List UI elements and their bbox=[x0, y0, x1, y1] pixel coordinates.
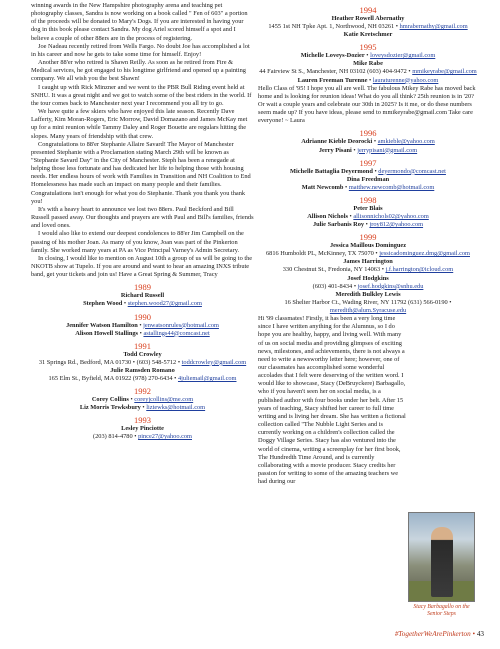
classmate-name: Josef Hodgkins bbox=[347, 274, 389, 282]
class-year-heading: 1996 bbox=[359, 128, 377, 139]
class-year-heading: 1993 bbox=[134, 415, 151, 426]
class-year-heading: 1989 bbox=[134, 282, 151, 293]
classmate-email-link[interactable]: hmrabernathy@gmail.com bbox=[399, 23, 468, 31]
classmate-address: 16 Shelter Harbor Ct., Wading River, NY 11792 (631) 566-0190 bbox=[284, 298, 448, 306]
classmate-entry bbox=[258, 31, 478, 39]
classmate-email-link[interactable]: stephen.wood27@gmail.com bbox=[127, 300, 202, 308]
classmate-name: Stephen Wood bbox=[83, 300, 123, 308]
right-class-listings-2 bbox=[258, 128, 478, 315]
classmate-name: Mike Rabe bbox=[353, 60, 383, 68]
classmate-email-link[interactable]: mmikeyrabe@gmail.com bbox=[412, 68, 477, 76]
classmate-email-link[interactable]: deyermondo@comcast.net bbox=[378, 167, 446, 175]
classmate-name: Michelle Loveys-Dozier bbox=[300, 52, 365, 60]
classmate-name: Allison Nichols bbox=[307, 213, 348, 220]
class-year-heading: 1990 bbox=[134, 311, 151, 322]
classmate-entry: James Harrington 330 Chestnut St., Fredonia, NY 14063 • j.f.harrington@icloud.com bbox=[282, 258, 454, 274]
class-year-heading: 1995 bbox=[359, 42, 377, 53]
stacy-photo-block bbox=[408, 512, 475, 617]
classmate-entry: Meredith Bulkley Lewis 16 Shelter Harbor Ct., Wading River, NY 11792 (631) 566-0190 • meredith@alum.Syracuse.edu bbox=[284, 290, 452, 314]
classmate-name: Todd Crowley bbox=[123, 350, 162, 358]
classmate-name: Dina Freedman bbox=[346, 175, 390, 183]
classmate-entry: Jessica Maillous Dominguez 6816 Humboldt PL, McKinney, TX 75070 • jessicadominguez.dmg@gmail.com bbox=[265, 242, 470, 258]
classmate-email-link[interactable]: amkieble@yahoo.com bbox=[377, 138, 435, 146]
classmate-entry: Julie Ramsden Romano 165 Elm St., Byfield, MA 01922 (978) 270-6434 • 4juliemail@gmail.com bbox=[48, 366, 237, 382]
classmate-email-link[interactable]: jroy812@yahoo.com bbox=[369, 221, 424, 229]
paragraph-stephanie-savard: Congratulations to 88'er Stephanie Allaire Savard! The Mayor of Manchester presented Stephanie with a Proclamation stating March 29th will be known as "Stephanie Savard Day" in the City of Manchester. Steph has been a renegade at helping those less fortunate and has dedicated her life to helping those with housing needs. Her endless hours of work with Families in Transition and NH Coalition to End Homelessness has made such an impact on many people and their families. Congratulations isn't enough for what you do Stephanie. Thank you thank you thank you! bbox=[31, 140, 251, 205]
classmate-address: 31 Springs Rd., Bedford, MA 01730 • (603) 548-5712 bbox=[38, 358, 177, 366]
classmate-email-link[interactable]: jenwatsonrules@hotmail.com bbox=[143, 321, 219, 329]
portrait-photo-icon bbox=[408, 512, 475, 602]
paragraph-closing: In closing, I would like to mention on August 10th a group of us will be going to the NKOTB show at Tupelo. If you are around and want to hear an amazing INXS tribute band, get your tickets and join us! Have a Great Spring & Summer, Tracy bbox=[31, 254, 253, 279]
class-year-heading: 1999 bbox=[359, 232, 377, 243]
classmate-entry bbox=[31, 292, 254, 300]
classmate-name: Jennifer Watson Hamilton bbox=[66, 321, 138, 329]
classmate-name: Corey Collins bbox=[91, 396, 129, 404]
classmate-entry: Michelle Battaglia Deyermond • deyermondo@comcast.net bbox=[290, 167, 446, 175]
class-year-heading: 1997 bbox=[359, 157, 377, 168]
classmate-name: Alison Howell Stallings bbox=[75, 329, 139, 337]
class-year-heading: 1991 bbox=[134, 340, 151, 351]
page-footer: #TogetherWeArePinkerton • 43 bbox=[394, 630, 484, 638]
classmate-email-link[interactable]: allisonnichols02@yahoo.com bbox=[353, 213, 429, 220]
classmate-entry: Lauren Freeman Turenne • lauraturenne@yahoo.com bbox=[297, 76, 439, 84]
classmate-name: Michelle Battaglia Deyermond bbox=[290, 167, 373, 175]
class-year-heading: 1998 bbox=[359, 194, 377, 205]
classmate-entry: Liz Morris Tewksbury • liztewks@hotmail.com bbox=[79, 404, 206, 412]
classmate-email-link[interactable]: 4juliemail@gmail.com bbox=[177, 374, 237, 382]
paragraph-condolences: I would also like to extend our deepest condolences to 88'er Jim Campbell on the passing of his mother Joan. As many of you know, Joan was part of the Pinkerton family. She worked many years at PA as Vice Principal Varney's Admin Secretary. bbox=[31, 230, 244, 254]
classmate-email-link[interactable]: josef.hodgkins@snhu.edu bbox=[357, 282, 424, 290]
classmate-name: Lauren Freeman Turenne bbox=[297, 76, 368, 84]
page-number: 43 bbox=[476, 630, 484, 638]
classmate-email-link[interactable]: coreyjcollins@me.com bbox=[134, 396, 194, 404]
classmate-name: Liz Morris Tewksbury bbox=[79, 404, 141, 412]
classmate-email-link[interactable]: loveysdozier@gmail.com bbox=[370, 52, 436, 60]
paragraph-joe-nadeau: Joe Nadeau recently retired from Wells Fargo. No doubt Joe has accomplished a lot in his career and now he gets to take some time for himself. Enjoy! bbox=[31, 42, 250, 58]
classmate-entry: Lesley Pinciotte (203) 814-4780 • pince27@yahoo.com bbox=[93, 425, 192, 441]
classmate-entry bbox=[258, 176, 478, 184]
right-column bbox=[258, 2, 478, 486]
classmate-entry: Mike Rabe 44 Fairview St S., Manchester, NH 03102 (603) 404-9472 • mmikeyrabe@gmail.com bbox=[259, 60, 477, 76]
class-year-heading: 1992 bbox=[134, 386, 151, 397]
classmate-name: Lesley Pinciotte bbox=[121, 425, 164, 433]
classmate-email-link[interactable]: jerrypisani@gmail.com bbox=[357, 146, 418, 154]
classmate-name: Matt Newcomb bbox=[301, 183, 344, 191]
paragraph-rick-minzner: I caught up with Rick Minzner and we went to the PBR Bull Riding event held at SNHU. It was a great night and we got to watch some of the best riders in the world. If the tour comes back to Manchester next year I recommend you all try to go. bbox=[31, 83, 252, 107]
footer-hashtag: #TogetherWeArePinkerton bbox=[394, 630, 471, 638]
paragraph-sandra: winning awards in the New Hampshire photography arena and teaching pet photography classes, Sandra is now working on a book called " Fen of 603" a portion of the proceeds will be donated to Mary's Dogs. If you are interested in having your dog in this book please contact Sandra. My dog Ariel scored himself a spot and I believe a couple of other 88ers are in the process of registering. bbox=[31, 2, 248, 42]
classmate-name: Jessica Maillous Dominguez bbox=[329, 242, 407, 250]
classmate-email-link[interactable]: j.f.harrington@icloud.com bbox=[385, 266, 454, 274]
classmate-name: Julie Ramsden Romano bbox=[110, 366, 175, 374]
classmate-entry: Adrianne Kieble Deorocki • amkieble@yahoo.com bbox=[301, 138, 435, 146]
classmate-address: (203) 814-4780 bbox=[93, 433, 133, 441]
paragraph-shawn-reilly: Another 88'er who retired is Shawn Reilly. As soon as he retired from Fire & Medical services, he got engaged to his longtime girlfriend and opened up a painting company. We all wish you the best Shawn! bbox=[31, 59, 246, 83]
class-1999-note: Hi '99 classmates! Firstly, it has been a very long time since I have written anything for the Alumnus, so I do hope you are healthy, happy, and living well. With many of us on social media and providing glimpses of exciting news, milestones, and achievements, there is not always a need to write a newsworthy letter here; however, one of our classmates has accomplished some wonderful accolades that I felt were deserving of the written word. I would like to showcase, Stacy (DeBruyckere) Barbagallo, who if you haven't seen her on social media, is a published author with four books under her belt. After 15 years of teaching, Stacy shifted her career to full time writing and is living her dream. She has written a fictional collection called "The Nubble Light Series and is currently working on a children's collection called the Doggy Village Series. Stacy has also ventured into the world of cinema, writing a screenplay for her first book, The Hundredth Time Around, and is currently collaborating with a movie producer. Stacy credits her passion for writing to some of the amazing teachers we had during our bbox=[258, 315, 406, 486]
classmate-address: 1455 1st NH Tpke Apt. 1, Northwood, NH 03261 bbox=[268, 23, 395, 31]
classmate-entry: Alison Howell Stallings • astallings44@comcast.net bbox=[75, 329, 210, 337]
photo-caption: Stacy Barbagallo on the Senior Steps bbox=[413, 604, 470, 617]
classmate-entry: Josef Hodgkins (603) 401-8434 • josef.hodgkins@snhu.edu bbox=[312, 274, 424, 290]
classmate-name: Katie Kretschmer bbox=[343, 31, 393, 39]
classmate-entry: Michelle Loveys-Dozier • loveysdozier@gmail.com bbox=[300, 52, 436, 60]
left-column bbox=[31, 2, 254, 441]
classmate-name: Meredith Bulkley Lewis bbox=[335, 290, 401, 298]
classmate-name: Heather Rowell Abernathy bbox=[331, 15, 405, 22]
classmate-entry: Corey Collins • coreyjcollins@me.com bbox=[91, 396, 194, 404]
classmate-address: 44 Fairview St S., Manchester, NH 03102 (603) 404-9472 bbox=[259, 68, 407, 76]
classmate-entry: Todd Crowley 31 Springs Rd., Bedford, MA 01730 • (603) 548-5712 • toddcrowley@gmail.com bbox=[38, 350, 247, 366]
classmate-name: Julie Sarbanis Roy bbox=[312, 221, 365, 229]
classmate-name: Adrianne Kieble Deorocki bbox=[301, 138, 373, 146]
classmate-entry: Stephen Wood • stephen.wood27@gmail.com bbox=[83, 300, 202, 308]
classmate-email-link[interactable]: lauraturenne@yahoo.com bbox=[372, 76, 439, 84]
classmate-email-link[interactable]: jessicadominguez.dmg@gmail.com bbox=[379, 250, 470, 258]
classmate-address: 165 Elm St., Byfield, MA 01922 (978) 270-6434 bbox=[48, 374, 173, 382]
classmate-email-link[interactable]: toddcrowley@gmail.com bbox=[181, 358, 247, 366]
classmate-entry bbox=[258, 205, 478, 213]
classmate-email-link[interactable]: astallings44@comcast.net bbox=[143, 329, 210, 337]
class-year-heading: 1994 bbox=[359, 5, 377, 15]
classmate-entry: Heather Rowell Abernathy 1455 1st NH Tpke Apt. 1, Northwood, NH 03261 • hmrabernathy@gmail.com bbox=[268, 15, 468, 31]
classmate-email-link[interactable]: matthew.newcomb@hotmail.com bbox=[348, 183, 435, 191]
classmate-address: (603) 401-8434 bbox=[312, 282, 353, 290]
classmate-entry: Julie Sarbanis Roy • jroy812@yahoo.com bbox=[312, 221, 424, 229]
classmate-entry: Jerry Pisani • jerrypisani@gmail.com bbox=[318, 146, 418, 154]
left-class-listings bbox=[31, 282, 254, 441]
classmate-name: James Harrington bbox=[343, 258, 393, 266]
classmate-email-link[interactable]: liztewks@hotmail.com bbox=[146, 404, 206, 412]
classmate-email-link[interactable]: meredith@alum.Syracuse.edu bbox=[329, 306, 407, 314]
classmate-name: Richard Russell bbox=[120, 292, 165, 300]
classmate-address: 6816 Humboldt PL, McKinney, TX 75070 bbox=[265, 250, 374, 258]
classmate-name: Jerry Pisani bbox=[318, 146, 352, 154]
classmate-entry: Allison Nichols • allisonnichols02@yahoo.com bbox=[307, 213, 429, 220]
classmate-email-link[interactable]: pince27@yahoo.com bbox=[138, 433, 192, 441]
right-class-listings bbox=[258, 5, 478, 85]
paragraph-skiers: We have quite a few skiers who have enjoyed this late season. Recently Dave Lafferty, Kim Moran-Rogers, Eric Morrow, David Domazano and James McKay met up for a mini reunion while Tammy Daley and Roger Bouette are regulars hitting the slopes. Many years of friendship with that crew. bbox=[31, 108, 248, 140]
class-1995-note: Hello Class of '95! I hope you all are well. The fabulous Mikey Rabe has moved back home and is looking for reunion ideas! What do you all think? 25th reunion is in '20? Or wait a couple years and celebrate our 30th in 2025? Is it me, or do these numbers seem made up? If you have ideas, please send to mmikeyrabe@gmail.com Take care everyone! ~ Laura bbox=[258, 84, 476, 125]
paragraph-in-memoriam: It's with a heavy heart to announce we lost two 88ers. Paul Beckford and Bill Russell passed away. Our thoughts and prayers are with Paul and Bill's families, friends and loved ones. bbox=[31, 205, 254, 230]
classmate-entry: Jennifer Watson Hamilton • jenwatsonrules@hotmail.com bbox=[66, 321, 219, 329]
classmate-entry: Matt Newcomb • matthew.newcomb@hotmail.com bbox=[301, 183, 435, 191]
classmate-name: Peter Blais bbox=[353, 204, 383, 212]
classmate-address: 330 Chestnut St., Fredonia, NY 14063 bbox=[282, 266, 381, 274]
